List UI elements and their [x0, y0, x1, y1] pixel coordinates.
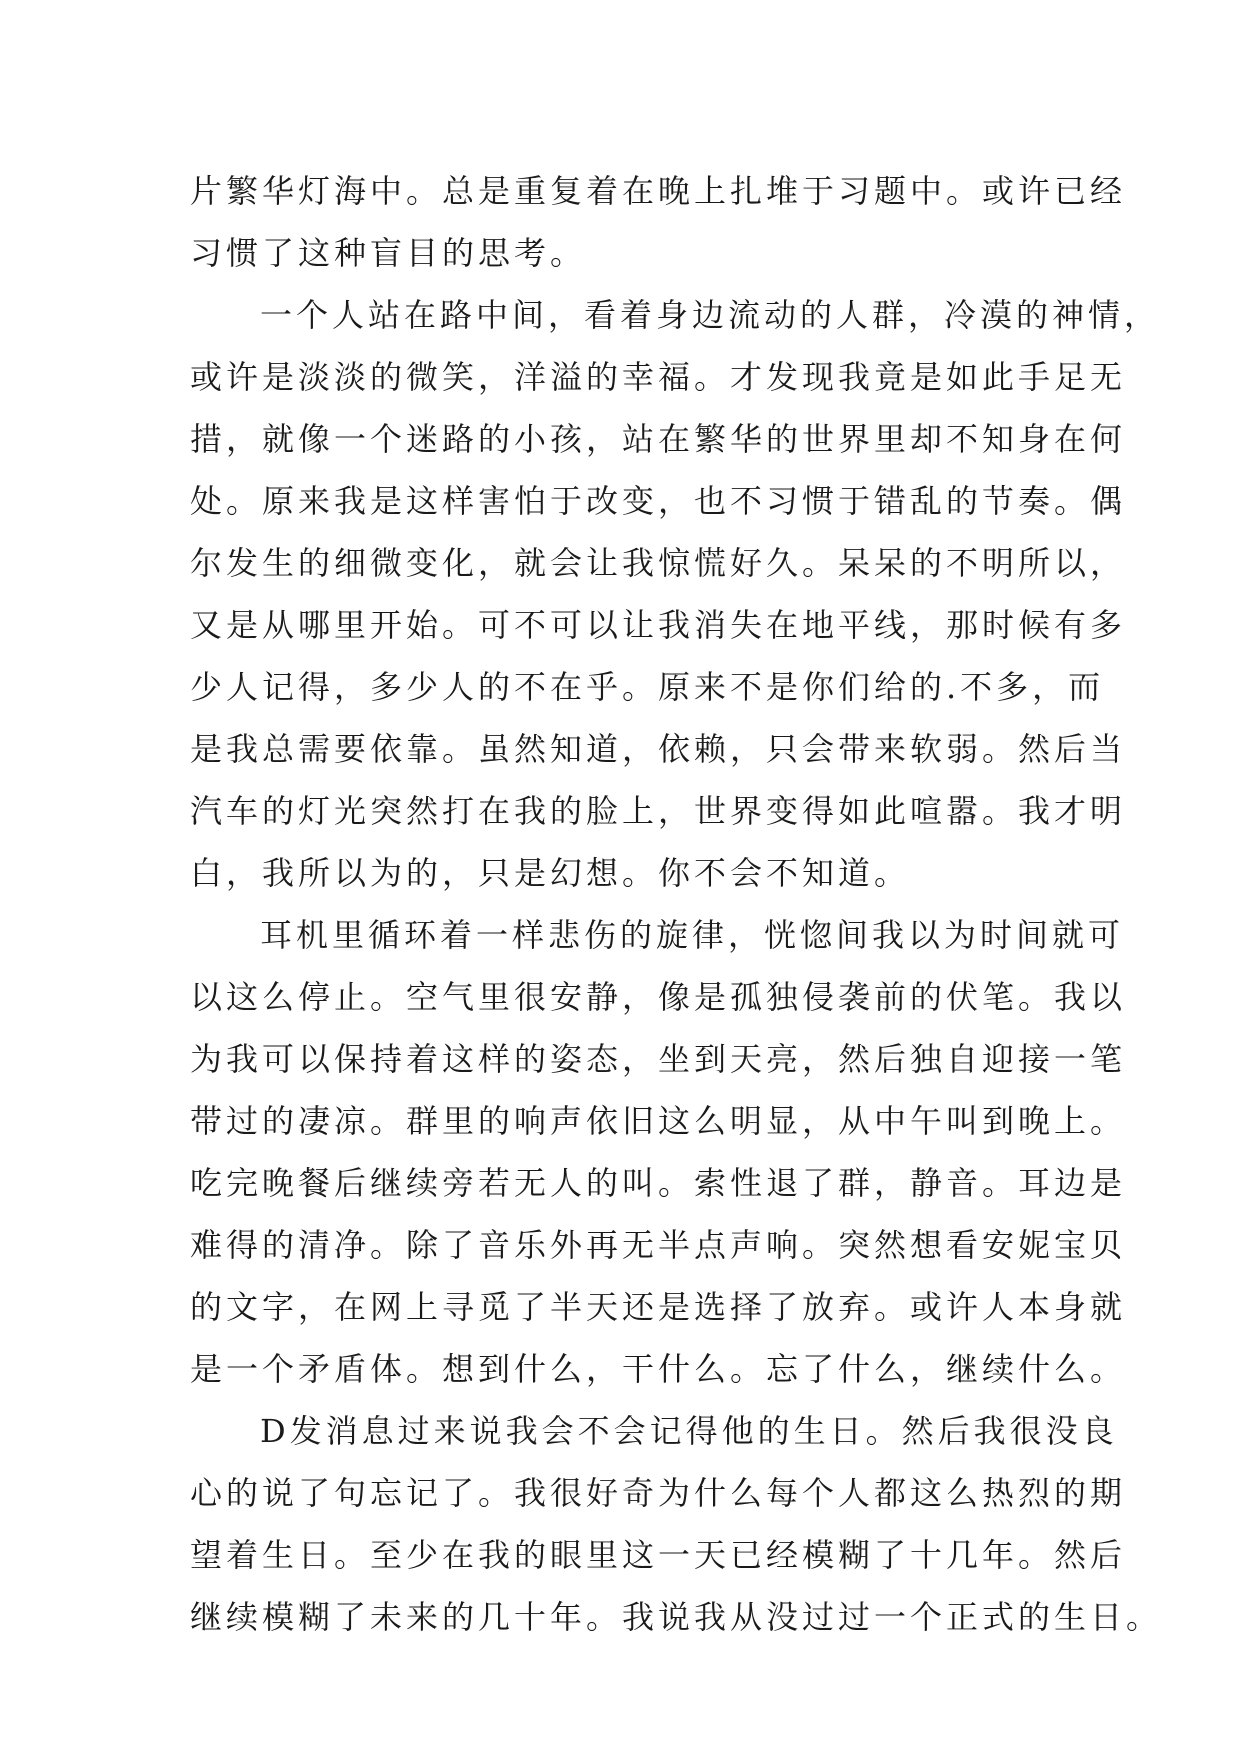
text-line: 白，我所以为的，只是幻想。你不会不知道。: [190, 854, 911, 892]
text-line: 以这么停止。空气里很安静，像是孤独侵袭前的伏笔。我以: [190, 978, 1127, 1016]
text-line: 是我总需要依靠。虽然知道，依赖，只会带来软弱。然后当: [190, 730, 1127, 768]
text-line: 望着生日。至少在我的眼里这一天已经模糊了十几年。然后: [190, 1536, 1127, 1574]
text-line: 吃完晚餐后继续旁若无人的叫。索性退了群，静音。耳边是: [190, 1164, 1127, 1202]
text-line: 片繁华灯海中。总是重复着在晚上扎堆于习题中。或许已经: [190, 172, 1127, 210]
text-line: 的文字，在网上寻觅了半天还是选择了放弃。或许人本身就: [190, 1288, 1127, 1326]
body-text: [190, 160, 1163, 1648]
text-line: 汽车的灯光突然打在我的脸上，世界变得如此喧嚣。我才明: [190, 792, 1127, 830]
paragraph-start-line: 一个人站在路中间，看着身边流动的人群，冷漠的神情，: [260, 296, 1161, 334]
text-line: 带过的凄凉。群里的响声依旧这么明显，从中午叫到晚上。: [190, 1102, 1127, 1140]
paragraph-start-line: 耳机里循环着一样悲伤的旋律，恍惚间我以为时间就可: [260, 916, 1125, 954]
paragraph-start-line: D发消息过来说我会不会记得他的生日。然后我很没良: [260, 1412, 1118, 1450]
text-line: 少人记得，多少人的不在乎。原来不是你们给的.不多，而: [190, 668, 1105, 706]
text-line: 为我可以保持着这样的姿态，坐到天亮，然后独自迎接一笔: [190, 1040, 1127, 1078]
text-line: 措，就像一个迷路的小孩，站在繁华的世界里却不知身在何: [190, 420, 1127, 458]
text-line: 习惯了这种盲目的思考。: [190, 234, 587, 272]
text-line: 或许是淡淡的微笑，洋溢的幸福。才发现我竟是如此手足无: [190, 358, 1127, 396]
text-line: 继续模糊了未来的几十年。我说我从没过过一个正式的生日。: [190, 1598, 1163, 1636]
text-line: 是一个矛盾体。想到什么，干什么。忘了什么，继续什么。: [190, 1350, 1127, 1388]
text-line: 处。原来我是这样害怕于改变，也不习惯于错乱的节奏。偶: [190, 482, 1127, 520]
text-line: 又是从哪里开始。可不可以让我消失在地平线，那时候有多: [190, 606, 1127, 644]
text-line: 难得的清净。除了音乐外再无半点声响。突然想看安妮宝贝: [190, 1226, 1127, 1264]
text-line: 心的说了句忘记了。我很好奇为什么每个人都这么热烈的期: [190, 1474, 1127, 1512]
text-line: 尔发生的细微变化，就会让我惊慌好久。呆呆的不明所以，: [190, 544, 1127, 582]
